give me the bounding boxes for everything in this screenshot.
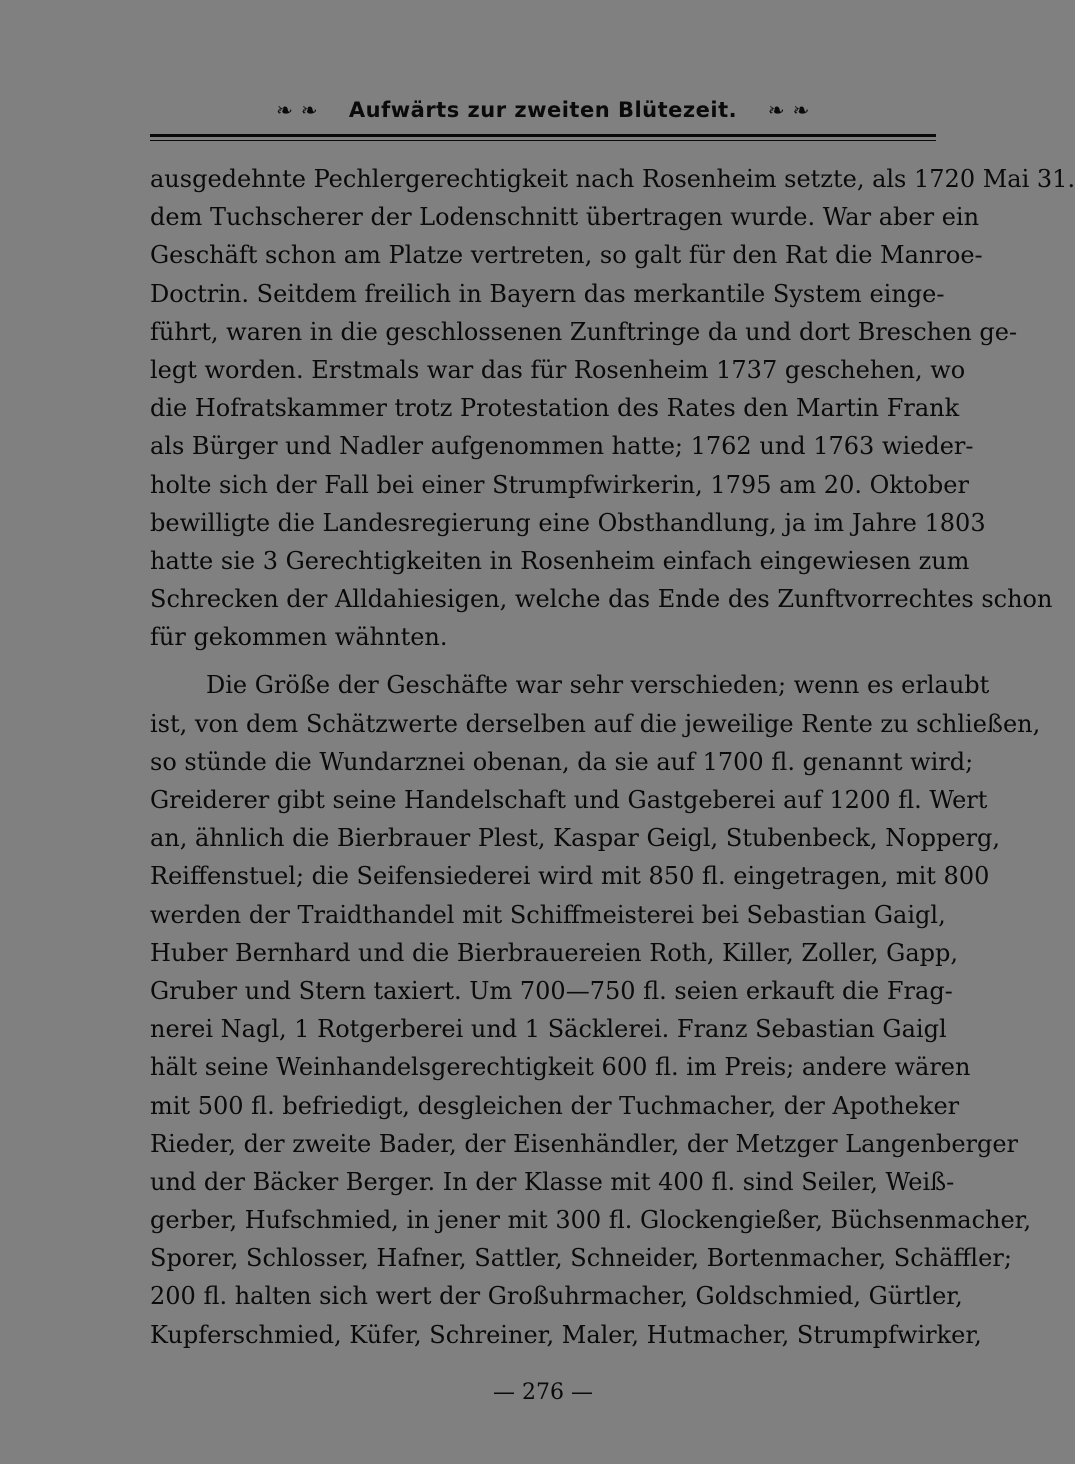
text-line: nerei Nagl, 1 Rotgerberei und 1 Säcklerei. Franz Sebastian Gaigl — [150, 1015, 947, 1044]
text-line: Kupferschmied, Küfer, Schreiner, Maler, Hutmacher, Strumpfwirker, — [150, 1320, 982, 1349]
text-line: Greiderer gibt seine Handelschaft und Gastgeberei auf 1200 fl. Wert — [150, 786, 988, 814]
text-line: bewilligte die Landesregierung eine Obsthandlung, ja im Jahre 1803 — [150, 508, 986, 537]
text-line: legt worden. Erstmals war das für Rosenheim 1737 geschehen, wo — [150, 355, 966, 384]
text-line: holte sich der Fall bei einer Strumpfwirkerin, 1795 am 20. Oktober — [150, 470, 969, 499]
header-rule-thick — [150, 134, 936, 137]
text-line: führt, waren in die geschlossenen Zunftringe da und dort Breschen ge- — [150, 317, 1018, 346]
text-line: Huber Bernhard und die Bierbrauereien Roth, Killer, Zoller, Gapp, — [150, 938, 959, 967]
header-rule-thin — [150, 140, 936, 141]
text-line: Gruber und Stern taxiert. Um 700—750 fl. seien erkauft die Frag- — [150, 976, 953, 1005]
text-line: und der Bäcker Berger. In der Klasse mit 400 fl. sind Seiler, Weiß- — [150, 1167, 955, 1196]
text-line: werden der Traidthandel mit Schiffmeisterei bei Sebastian Gaigl, — [150, 900, 946, 929]
text-line: hatte sie 3 Gerechtigkeiten in Rosenheim einfach eingewiesen zum — [150, 546, 970, 575]
text-line: Doctrin. Seitdem freilich in Bayern das merkantile System einge- — [150, 279, 945, 308]
page-number: — 276 — — [493, 1380, 593, 1405]
body-text — [150, 160, 1075, 1354]
text-line: an, ähnlich die Bierbrauer Plest, Kaspar Geigl, Stubenbeck, Nopperg, — [150, 824, 1001, 853]
text-line: Die Größe der Geschäfte war sehr verschieden; wenn es erlaubt — [206, 671, 990, 700]
running-header — [150, 98, 936, 122]
text-line: Schrecken der Alldahiesigen, welche das Ende des Zunftvorrechtes schon — [150, 585, 1053, 614]
text-line: die Hofratskammer trotz Protestation des Rates den Martin Frank — [150, 394, 960, 423]
text-line: gerber, Hufschmied, in jener mit 300 fl. Glockengießer, Büchsenmacher, — [150, 1206, 1032, 1235]
left-ornament: ❧ ❧ — [276, 98, 319, 122]
running-title: Aufwärts zur zweiten Blütezeit. — [348, 98, 738, 122]
text-line: mit 500 fl. befriedigt, desgleichen der Tuchmacher, der Apotheker — [150, 1091, 960, 1120]
text-line: ist, von dem Schätzwerte derselben auf die jeweilige Rente zu schließen, — [150, 709, 1041, 738]
paragraph-gap — [150, 656, 936, 666]
text-line: 200 fl. halten sich wert der Großuhrmacher, Goldschmied, Gürtler, — [150, 1282, 963, 1311]
text-line: für gekommen wähnten. — [150, 623, 448, 652]
text-line: ausgedehnte Pechlergerechtigkeit nach Rosenheim setzte, als 1720 Mai 31. — [150, 165, 1075, 193]
text-line: Reiffenstuel; die Seifensiederei wird mit 850 fl. eingetragen, mit 800 — [150, 862, 990, 891]
text-line: hält seine Weinhandelsgerechtigkeit 600 fl. im Preis; andere wären — [150, 1053, 971, 1082]
paragraph-2 — [150, 666, 1041, 1353]
text-line: Rieder, der zweite Bader, der Eisenhändler, der Metzger Langenberger — [150, 1129, 1019, 1158]
right-ornament: ❧ ❧ — [767, 98, 810, 122]
paragraph-1 — [150, 160, 1075, 656]
text-line: Geschäft schon am Platze vertreten, so galt für den Rat die Manroe- — [150, 241, 983, 270]
text-line: so stünde die Wundarznei obenan, da sie auf 1700 fl. genannt wird; — [150, 747, 974, 776]
text-line: dem Tuchscherer der Lodenschnitt übertragen wurde. War aber ein — [150, 203, 980, 232]
text-line: als Bürger und Nadler aufgenommen hatte; 1762 und 1763 wieder- — [150, 432, 974, 461]
text-line: Sporer, Schlosser, Hafner, Sattler, Schneider, Bortenmacher, Schäffler; — [150, 1244, 1012, 1273]
